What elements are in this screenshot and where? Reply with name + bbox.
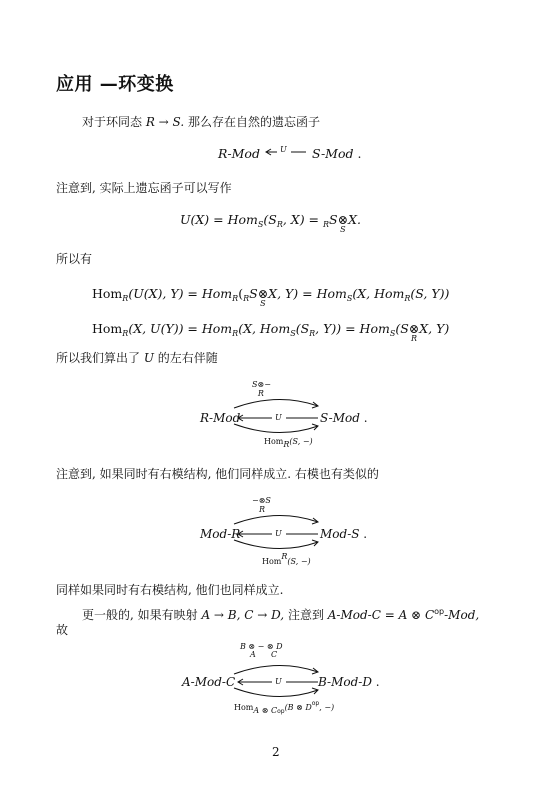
left-category: R-Mod — [218, 146, 260, 161]
adjunction-formula-2: Hom$_R$(X, U(Y)) = Hom$_R$(X, $Hom_S(S_R$, Y)) = Hom$_S$(S⊗ R X, Y) — [92, 321, 450, 343]
diagram-right-node: Mod-S . — [320, 527, 368, 541]
paragraph-general: 更一般的, 如果有映射 A → B, C → D, 注意到 A-Mod-C = A ⊗ $C^{op}$-Mod, — [82, 607, 480, 622]
page-number: 2 — [272, 745, 280, 759]
adjunction-diagram-right-modules — [196, 494, 376, 564]
diagram-right-node: S-Mod . — [320, 411, 368, 425]
top-arrow-label: B ⊗ − ⊗ D — [240, 642, 283, 651]
section-heading: 应用 —环变换 — [56, 74, 174, 95]
paragraph-right-modules: 注意到, 如果同时有右模结构, 他们同样成立. 右模也有类似的 — [56, 467, 379, 481]
text: 那么存在自然的遗忘函子 — [184, 115, 320, 129]
adjunction-formula-1: Hom$_R$(U(X), $Y) = Hom_R(_RS\otimes$ S X, Y) = Hom$_S$(X, Hom$_R$(S, Y)) — [92, 286, 450, 308]
arrow-left-icon — [264, 145, 308, 160]
middle-arrow-label: U — [275, 413, 282, 422]
paragraph-note: 注意到, 实际上遗忘函子可以写作 — [56, 181, 232, 195]
forgetful-hom-formula: $U(X) = Hom_S(S_R$, X) = $_R$S⊗ S X. — [180, 212, 361, 234]
adjunction-diagram-left-modules — [196, 378, 376, 448]
right-category: S-Mod — [311, 146, 354, 161]
adjunction-diagram-bimodules — [182, 640, 402, 716]
top-arrow-label: S⊗ R − — [252, 380, 271, 398]
diagram-left-node: R-Mod — [200, 411, 241, 425]
top-arrow-sublabel-1: A — [250, 650, 256, 659]
punctuation: . — [357, 146, 362, 161]
paragraph-therefore: 所以有 — [56, 252, 93, 266]
top-arrow-sublabel-2: C — [271, 650, 278, 659]
diagram-right-node: B-Mod-D . — [318, 675, 380, 689]
top-arrow-label: −⊗ R S — [252, 496, 271, 514]
bottom-arrow-label: HomR(S, −) — [262, 552, 311, 566]
middle-arrow-label: U — [275, 677, 282, 686]
paragraph-ring-homomorphism — [82, 114, 320, 130]
math-inline: R → S. — [145, 115, 185, 129]
diagram-left-node: A-Mod-C — [182, 675, 236, 689]
middle-arrow-label: U — [275, 529, 282, 538]
diagram-left-node: Mod-R — [200, 527, 241, 541]
arrow-label: U — [279, 145, 287, 154]
forgetful-functor-display — [218, 146, 361, 161]
paragraph-general-cont: 故 — [56, 623, 69, 637]
bottom-arrow-label: HomR(S, −) — [264, 437, 313, 449]
text: 对于环同态 — [82, 115, 146, 129]
paragraph-same-holds: 同样如果同时有右模结构, 他们也同样成立. — [56, 583, 284, 597]
paragraph-adjoints: 所以我们算出了 U 的左右伴随 — [56, 351, 218, 365]
bottom-arrow-label: HomA ⊗ $C_{op}(B$ ⊗ $D^{op}$, −) — [234, 700, 335, 715]
